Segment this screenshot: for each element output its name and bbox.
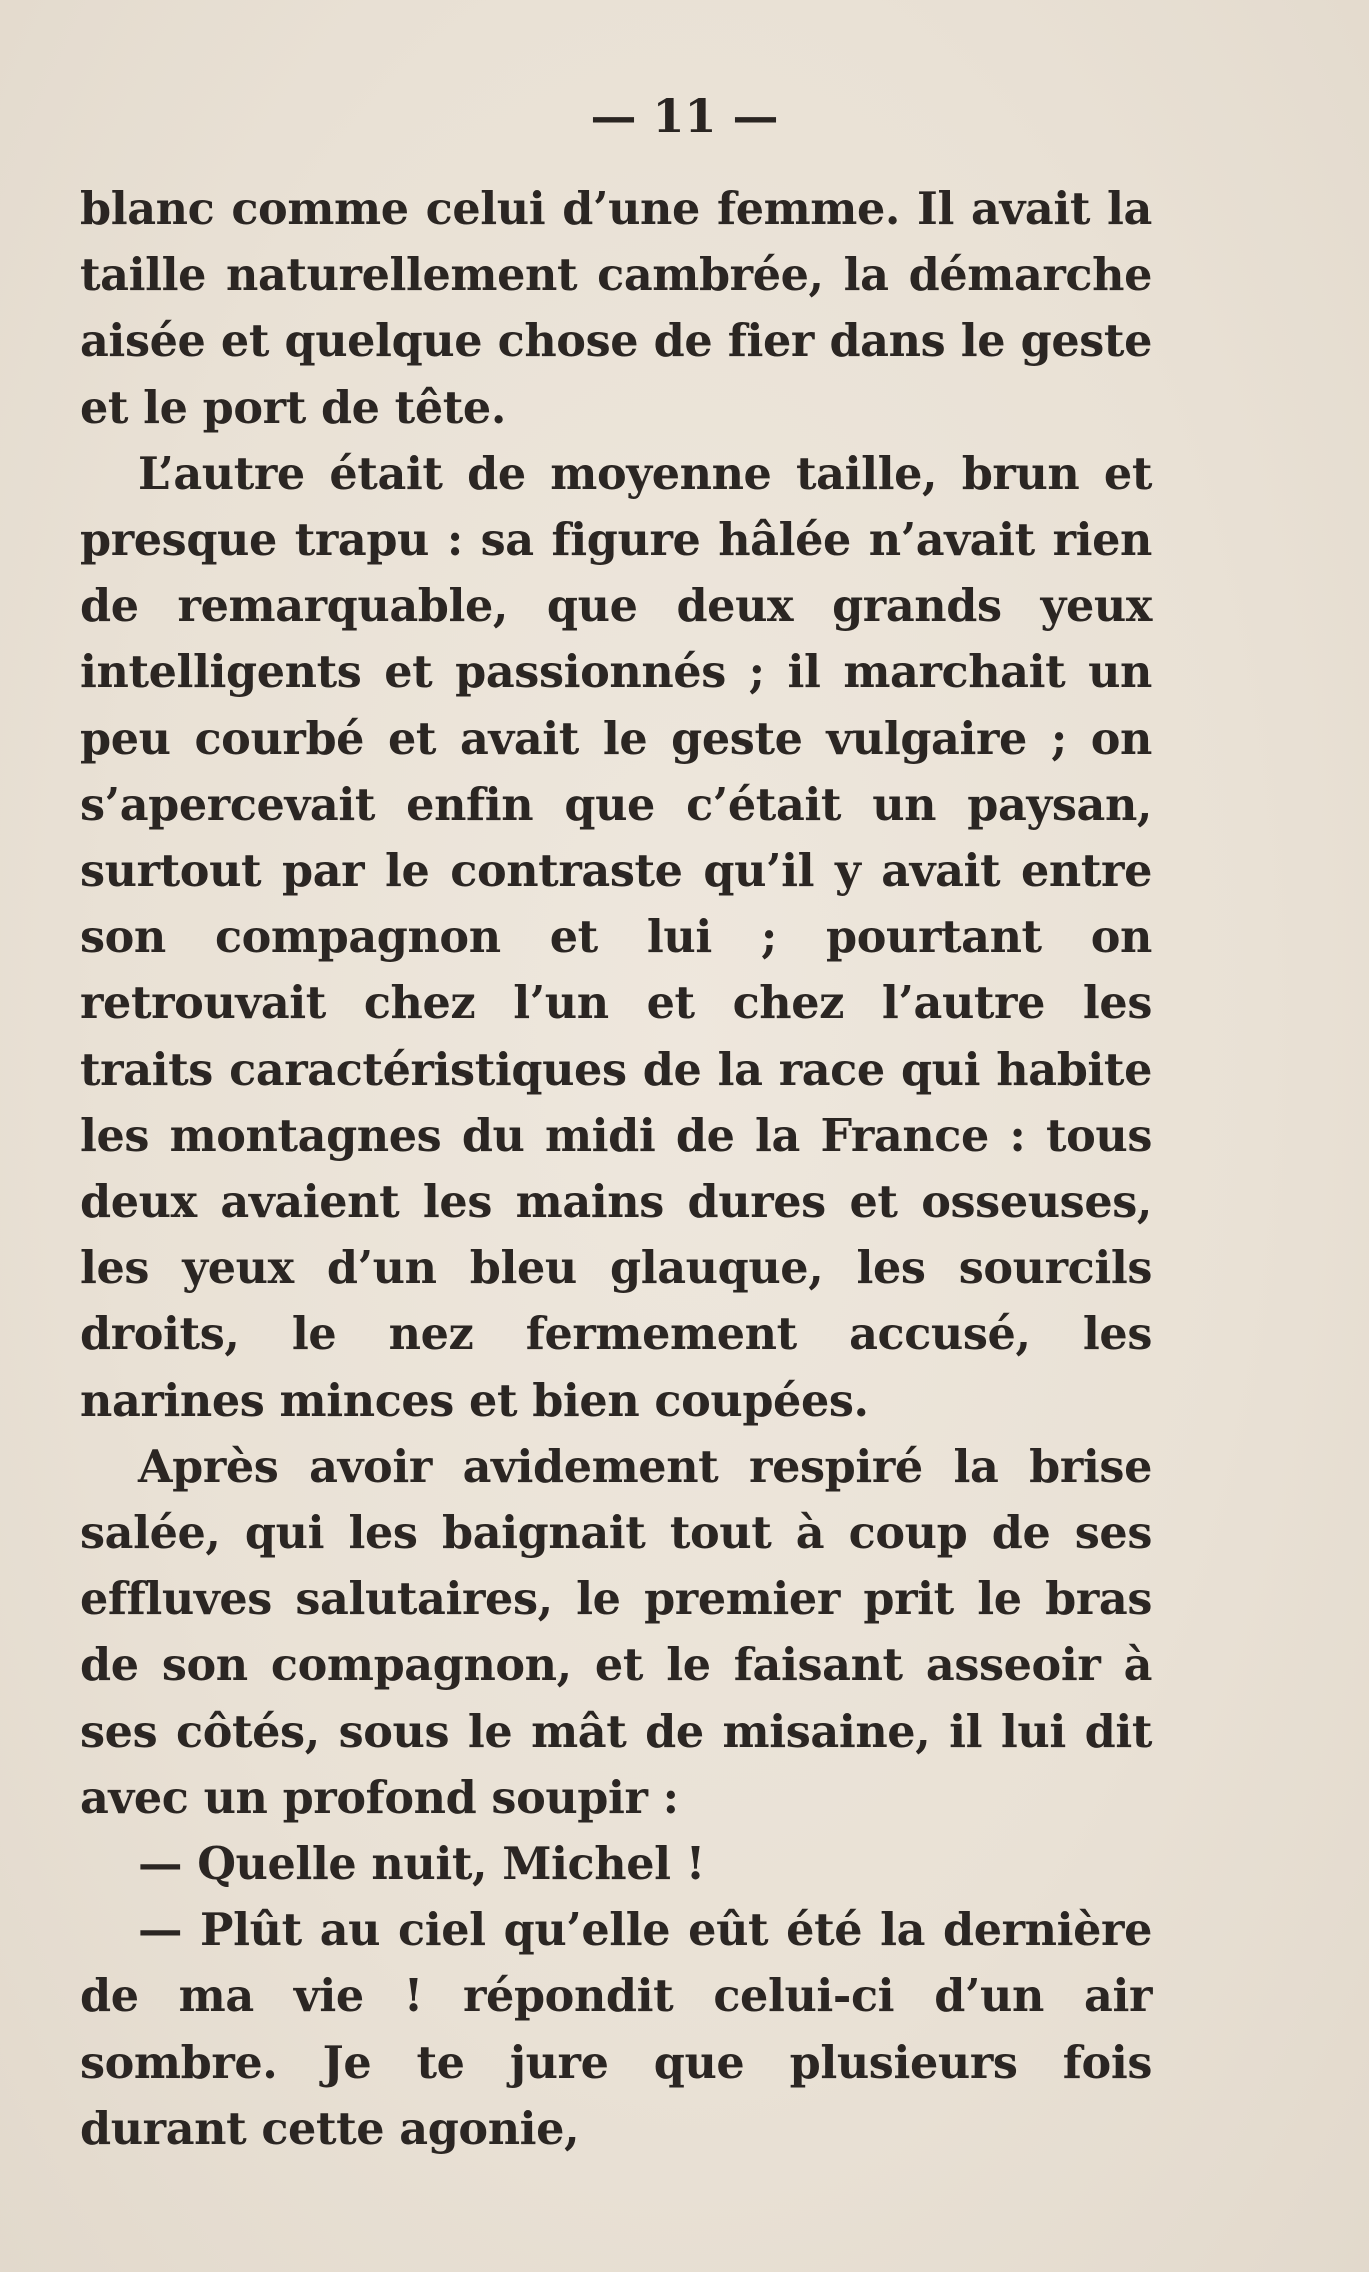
- paragraph-continuation: blanc comme celui d’une femme. Il avait la taille naturellement cambrée, la démarche aisée et quelque chose de fier dans le geste et le port de tête.: [80, 183, 1152, 434]
- body-text: [80, 176, 1152, 2162]
- dialogue-line: — Quelle nuit, Michel !: [138, 1838, 705, 1891]
- dialogue-line: — Plût au ciel qu’elle eût été la dernière de ma vie ! répondit celui-ci d’un air sombre. Je te jure que plusieurs fois durant cette agonie,: [80, 1904, 1152, 2155]
- paragraph-narration: Après avoir avidement respiré la brise salée, qui les baignait tout à coup de ses effluves salutaires, le premier prit le bras de son compagnon, et le faisant asseoir à ses côtés, sous le mât de misaine, il lui dit avec un profond soupir :: [80, 1440, 1152, 1824]
- page-number-header: — 11 —: [590, 89, 779, 143]
- paragraph-description: L’autre était de moyenne taille, brun et presque trapu : sa figure hâlée n’avait rien de remarquable, que deux grands yeux intelligents et passionnés ; il marchait un peu courbé et avait le geste vulgaire ; on s’apercevait enfin que c’était un paysan, surtout par le contraste qu’il y avait entre son compagnon et lui ; pourtant on retrouvait chez l’un et chez l’autre les traits caractéristiques de la race qui habite les montagnes du midi de la France : tous deux avaient les mains dures et osseuses, les yeux d’un bleu glauque, les sourcils droits, le nez fermement accusé, les narines minces et bien coupées.: [80, 447, 1152, 1427]
